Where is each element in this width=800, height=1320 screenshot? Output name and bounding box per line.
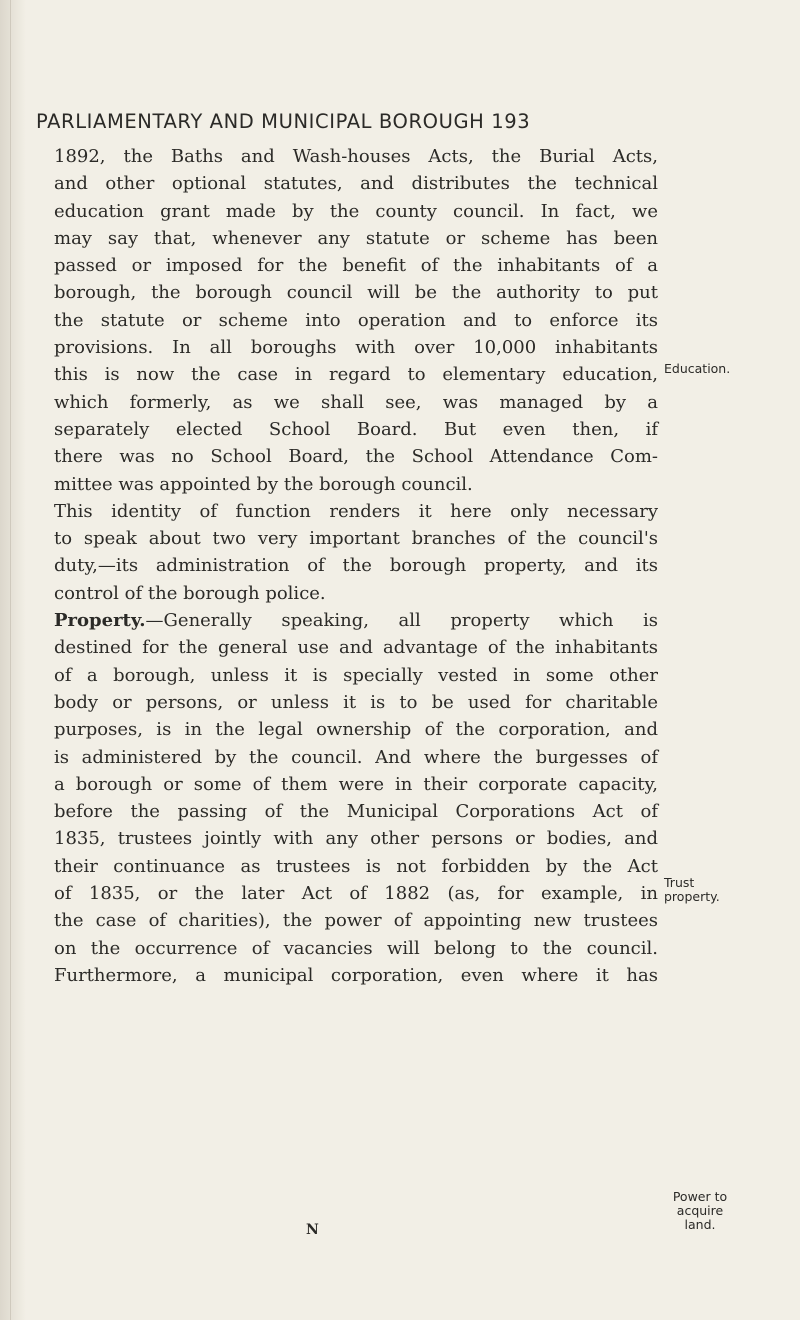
- body-line: education grant made by the county council. In fact, we: [54, 200, 658, 222]
- body-line: of 1835, or the later Act of 1882 (as, for example, in: [54, 883, 658, 905]
- property-paragraph-first-line: [54, 607, 658, 634]
- body-line: 1835, trustees jointly with any other persons or bodies, and: [54, 828, 658, 850]
- body-line: duty,—its administration of the borough property, and its: [54, 555, 658, 577]
- body-line: the statute or scheme into operation and to enforce its: [54, 309, 658, 331]
- page-binding-edge: [0, 0, 26, 1320]
- signature-mark: N: [306, 1222, 319, 1238]
- body-line: separately elected School Board. But even then, if: [54, 418, 658, 440]
- margin-note-line: acquire: [676, 1203, 724, 1218]
- body-line: may say that, whenever any statute or scheme has been: [54, 227, 658, 249]
- running-head: PARLIAMENTARY AND MUNICIPAL BOROUGH 193: [36, 110, 531, 133]
- body-line: of a borough, unless it is specially vested in some other: [54, 664, 658, 686]
- body-line: a borough or some of them were in their corporate capacity,: [54, 773, 658, 795]
- margin-note-line: property.: [664, 889, 720, 904]
- margin-note-trust-property: [664, 876, 720, 904]
- margin-note-line: Trust: [664, 875, 695, 890]
- body-line: is administered by the council. And where the burgesses of: [54, 746, 658, 768]
- body-line: which formerly, as we shall see, was managed by a: [54, 391, 658, 413]
- margin-note-line: land.: [684, 1217, 716, 1232]
- body-line: 1892, the Baths and Wash-houses Acts, the Burial Acts,: [54, 146, 658, 167]
- body-line: and other optional statutes, and distributes the technical: [54, 173, 658, 195]
- body-line: control of the borough police.: [54, 582, 326, 604]
- body-line: to speak about two very important branches of the council's: [54, 528, 658, 550]
- body-line: purposes, is in the legal ownership of the corporation, and: [54, 719, 658, 741]
- body-line: Furthermore, a municipal corporation, even where it has: [54, 964, 658, 986]
- margin-note-line: Power to: [672, 1189, 728, 1204]
- body-line: their continuance as trustees is not forbidden by the Act: [54, 855, 658, 877]
- body-line: passed or imposed for the benefit of the inhabitants of a: [54, 255, 658, 277]
- margin-note-power-to-acquire-land: [660, 1190, 740, 1232]
- margin-note-education: [664, 362, 730, 376]
- body-line: destined for the general use and advantage of the inhabitants: [54, 637, 658, 659]
- body-line: on the occurrence of vacancies will belong to the council.: [54, 937, 658, 959]
- body-line: provisions. In all boroughs with over 10,000 inhabitants: [54, 337, 658, 359]
- body-line: this is now the case in regard to elementary education,: [54, 364, 658, 386]
- body-text: [54, 143, 658, 989]
- body-line: body or persons, or unless it is to be used for charitable: [54, 691, 658, 713]
- body-line: borough, the borough council will be the authority to put: [54, 282, 658, 304]
- body-line: there was no School Board, the School Attendance Com-: [54, 446, 658, 468]
- body-line: This identity of function renders it here only necessary: [54, 500, 658, 522]
- body-line: before the passing of the Municipal Corporations Act of: [54, 801, 658, 823]
- property-first-line-rest: —Generally speaking, all property which is: [145, 610, 658, 632]
- property-heading: Property.: [54, 610, 146, 632]
- margin-note-line: Education.: [664, 361, 731, 376]
- body-line: mittee was appointed by the borough council.: [54, 473, 473, 495]
- body-line: the case of charities), the power of appointing new trustees: [54, 910, 658, 932]
